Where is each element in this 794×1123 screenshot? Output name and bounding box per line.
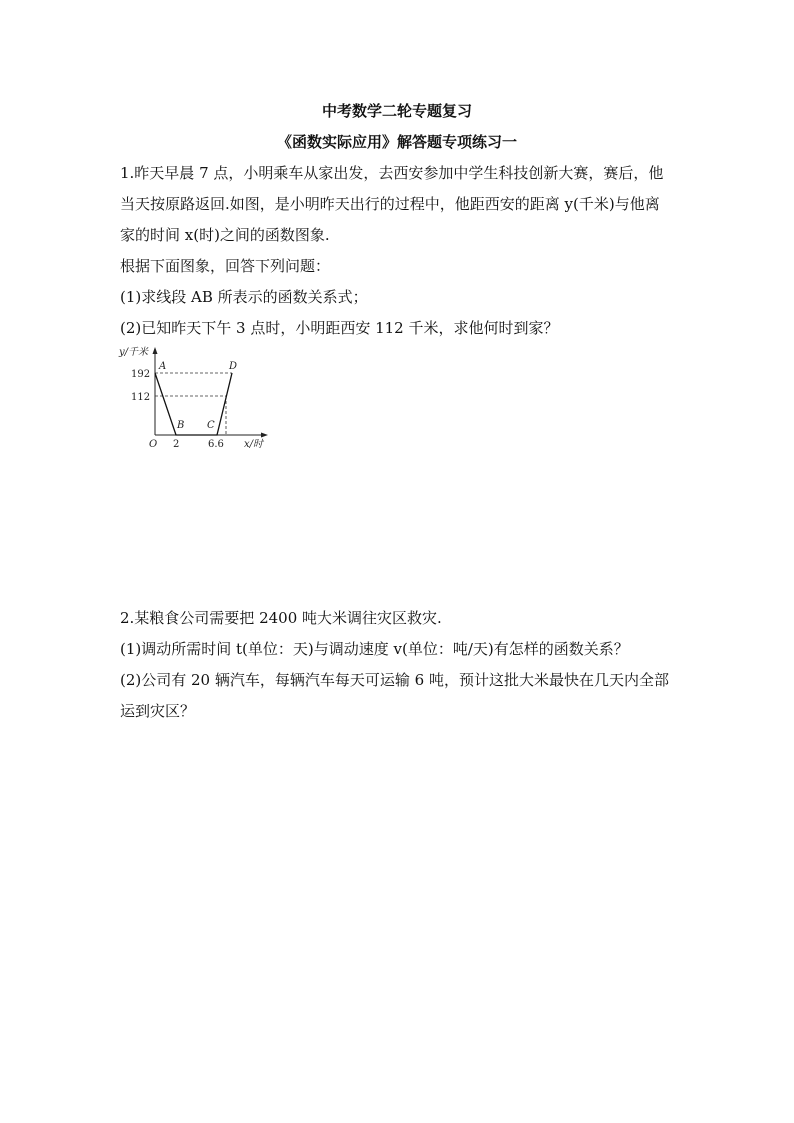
graph-polyline — [155, 373, 232, 435]
y-axis-label: y/千米 — [119, 347, 149, 358]
question-1-line: 家的时间 x(时)之间的函数图象. — [120, 226, 330, 244]
y-axis-arrow — [153, 347, 158, 354]
origin-label: O — [149, 439, 158, 450]
question-1-line: 1.昨天早晨 7 点，小明乘车从家出发，去西安参加中学生科技创新大赛，赛后，他 — [120, 164, 664, 182]
question-2-line: 运到灾区？ — [120, 702, 196, 720]
question-1-line: 当天按原路返回.如图，是小明昨天出行的过程中，他距西安的距离 y(千米)与他离 — [120, 195, 660, 213]
question-1-line: (2)已知昨天下午 3 点时，小明距西安 112 千米，求他何时到家？ — [120, 319, 559, 337]
question-1-line: (1)求线段 AB 所表示的函数关系式； — [120, 288, 368, 306]
question-1 — [120, 158, 705, 344]
question-2-line: (2)公司有 20 辆汽车，每辆汽车每天可运输 6 吨，预计这批大米最快在几天内全部 — [120, 671, 669, 689]
point-label-b: B — [177, 420, 185, 431]
question-2 — [120, 603, 705, 727]
point-label-d: D — [229, 361, 238, 372]
x-axis-label: x/时 — [244, 439, 264, 450]
point-label-a: A — [159, 361, 167, 372]
x-axis-arrow — [261, 433, 268, 438]
page-subtitle: 《函数实际应用》解答题专项练习一 — [276, 133, 517, 151]
y-tick-192: 192 — [131, 369, 151, 380]
question-1-line: 根据下面图象，回答下列问题： — [120, 257, 331, 275]
question-2-line: 2.某粮食公司需要把 2400 吨大米调往灾区救灾. — [120, 609, 442, 627]
y-tick-112: 112 — [131, 392, 151, 403]
point-label-c: C — [207, 420, 215, 431]
page-title: 中考数学二轮专题复习 — [321, 102, 472, 120]
function-graph — [116, 343, 276, 453]
x-tick-6-6: 6.6 — [208, 439, 224, 450]
question-2-line: (1)调动所需时间 t(单位：天)与调动速度 v(单位：吨/天)有怎样的函数关系？ — [120, 640, 629, 658]
x-tick-2: 2 — [173, 439, 180, 450]
